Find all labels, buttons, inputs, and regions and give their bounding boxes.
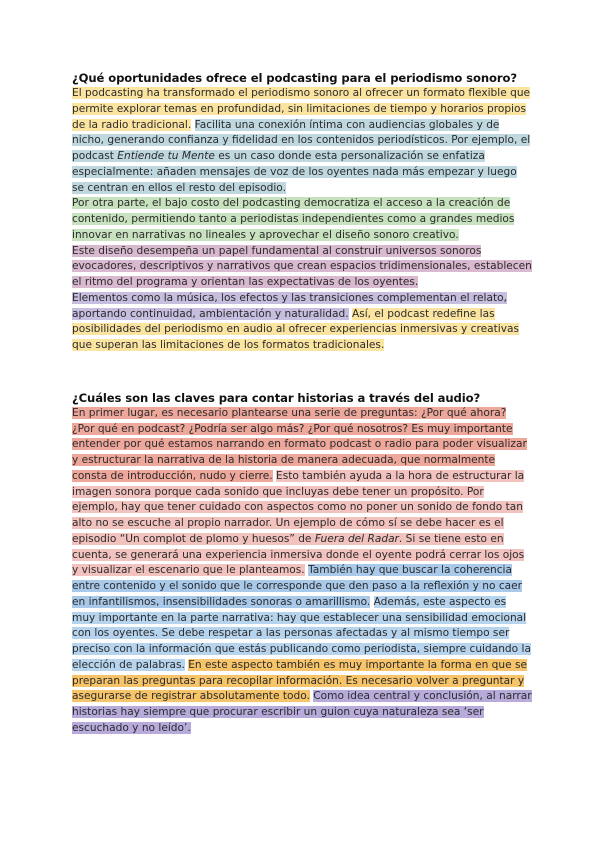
- highlight-yellow: Así, el podcast redefine las posibilidades del periodismo en audio al ofrecer experiencias inmersivas y creativas que superan las limitaciones de los formatos tradicionales.: [72, 307, 519, 351]
- section-title: ¿Cuáles son las claves para contar historias a través del audio?: [72, 390, 481, 405]
- section-title: ¿Qué oportunidades ofrece el podcasting para el periodismo sonoro?: [72, 71, 517, 85]
- italic-title: Entiende tu Mente: [117, 150, 215, 162]
- section-storytelling-keys: [72, 390, 532, 737]
- highlight-red: En primer lugar, es necesario plantearse una serie de preguntas: ¿Por qué ahora? ¿Por qué en podcast? ¿Podría ser algo más? ¿Por qué nosotros? Es muy importante entender por qué estamos narrando en formato podcast o radio para poder visualizar y estructurar la narrativa de la historia de manera adecuada, que normalmente consta de introducción, nudo y cierre.: [72, 406, 527, 482]
- section-body: [72, 406, 532, 737]
- section-podcasting-opportunities: [72, 70, 532, 354]
- highlight-light-blue: Además, este aspecto es muy importante en la parte narrativa: hay que establecer una sensibilidad emocional con los oyentes. Se debe respetar a las personas afectadas y al mismo tiempo ser preciso con la información que estás publicando como periodista, siempre cuidando la elección de palabras.: [72, 595, 531, 671]
- document-page: [72, 70, 532, 737]
- highlight-pink: Este diseño desempeña un papel fundamental al construir universos sonoros evocadores, descriptivos y narrativos que crean espacios tridimensionales, establecen el ritmo del programa y orientan las expectativas de los oyentes.: [72, 244, 532, 288]
- highlight-yellow: El podcasting ha transformado el periodismo sonoro al ofrecer un formato flexible que permite explorar temas en profundidad, sin limitaciones de tiempo y horarios propios de la radio tradicional.: [72, 87, 531, 131]
- text-run: Esto también ayuda a la hora de estructurar la imagen sonora porque cada sonido que incluyas debe tener un propósito. Por ejemplo, hay que tener cuidado con aspectos como no poner un sonido de fondo tan alto no se escuche al propio narrador. Un ejemplo de cómo sí se debe hacer es el episodio “Un complot de plomo y huesos” de: [72, 469, 525, 545]
- highlight-violet: Elementos como la música, los efectos y las transiciones complementan el relato, aportando continuidad, ambientación y naturalidad.: [72, 291, 507, 320]
- highlight-salmon: [72, 470, 524, 577]
- text-run: Facilita una conexión íntima con audiencias globales y de nicho, generando confianza y fidelidad en los contenidos periodísticos. Por ejemplo, el podcast: [72, 118, 531, 162]
- italic-title: Fuera del Radar: [314, 532, 399, 545]
- section-body: [72, 86, 532, 354]
- highlight-orange: En este aspecto también es muy importante la forma en que se preparan las preguntas para recopilar información. Es necesario volver a preguntar y asegurarse de registrar absolutamente todo.: [72, 658, 528, 703]
- highlight-blue: También hay que buscar la coherencia entre contenido y el sonido que le corresponde que den paso a la reflexión y no caer en infantilismos, insensibilidades sonoras o amarillismo.: [72, 564, 523, 608]
- highlight-green: Por otra parte, el bajo costo del podcasting democratiza el acceso a la creación de contenido, permitiendo tanto a periodistas independientes como a grandes medios innovar en narrativas no lineales y aprovechar el diseño sonoro creativo.: [72, 197, 515, 241]
- highlight-purple: Como idea central y conclusión, al narrar historias hay siempre que procurar escribir un guion cuya naturaleza sea ‘ser escuchado y no leído’.: [72, 690, 532, 734]
- text-run: es un caso donde esta personalización se enfatiza especialmente: añaden mensajes de voz de los oyentes nada más empezar y luego se centran en ellos el resto del episodio.: [72, 150, 517, 194]
- text-run: . Si se tiene esto en cuenta, se generará una experiencia inmersiva donde el oyente podrá cerrar los ojos y visualizar el escenario que le planteamos.: [72, 532, 525, 577]
